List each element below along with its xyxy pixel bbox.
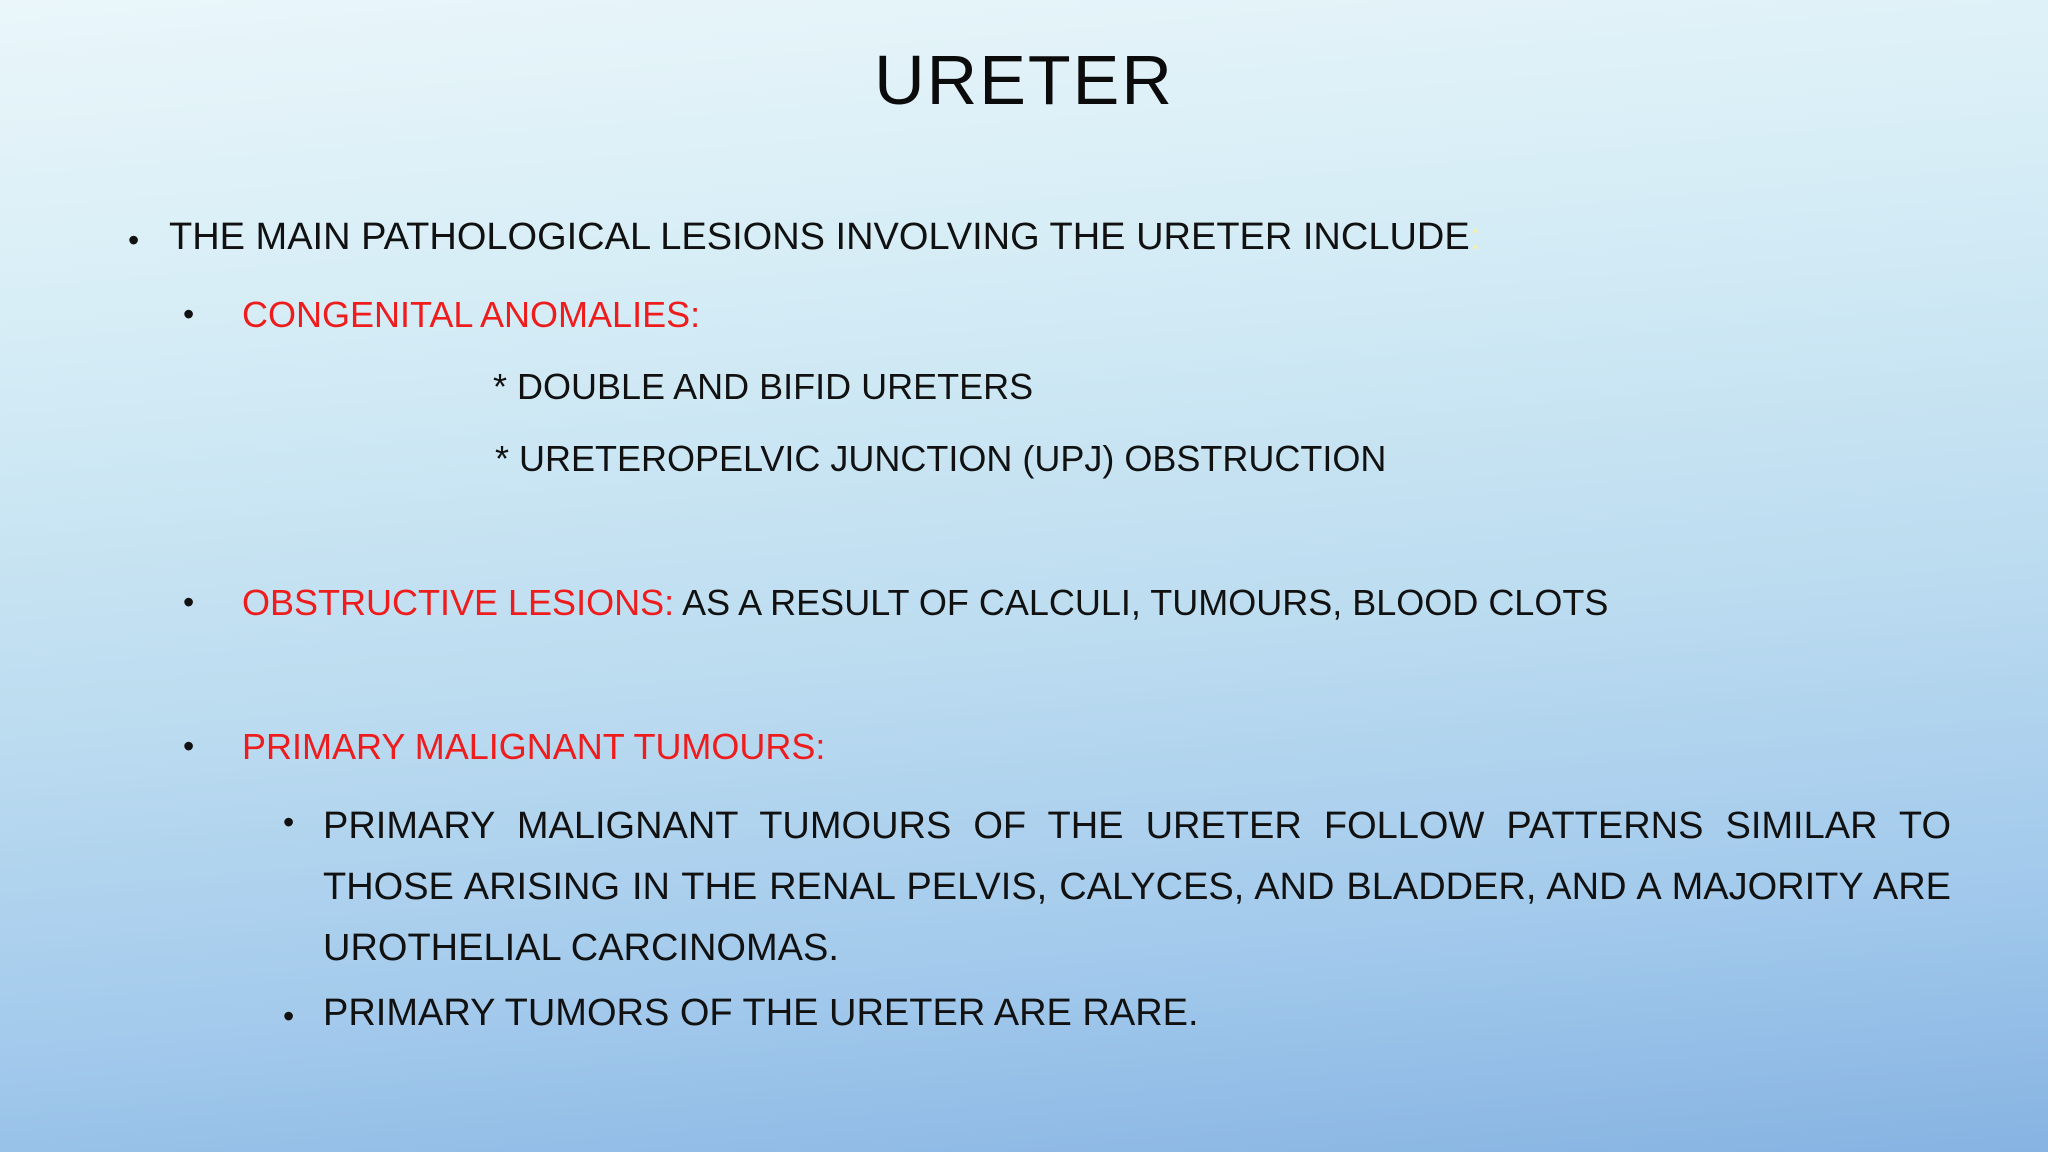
bullet-icon: • xyxy=(183,296,195,332)
congenital-item: * DOUBLE AND BIFID URETERS xyxy=(493,366,1034,407)
intro-colon: : xyxy=(1469,216,1481,258)
malignant-heading: PRIMARY MALIGNANT TUMOURS: xyxy=(242,726,826,767)
bullet-icon: • xyxy=(183,728,195,764)
obstructive-line xyxy=(242,582,1608,624)
congenital-item: * URETEROPELVIC JUNCTION (UPJ) OBSTRUCTION xyxy=(495,438,1387,479)
obstructive-heading: OBSTRUCTIVE LESIONS: xyxy=(242,582,675,623)
bullet-icon: • xyxy=(283,998,295,1034)
bullet-icon: • xyxy=(128,222,140,258)
congenital-heading: CONGENITAL ANOMALIES: xyxy=(242,294,701,335)
slide-title: URETER xyxy=(874,41,1174,119)
obstructive-text: AS A RESULT OF CALCULI, TUMOURS, BLOOD CLOTS xyxy=(674,582,1609,623)
bullet-icon: • xyxy=(283,804,295,840)
intro-line xyxy=(169,216,1480,259)
intro-text: THE MAIN PATHOLOGICAL LESIONS INVOLVING THE URETER INCLUDE xyxy=(169,216,1470,258)
malignant-point: PRIMARY MALIGNANT TUMOURS OF THE URETER FOLLOW PATTERNS SIMILAR TO THOSE ARISING IN THE RENAL PELVIS, CALYCES, AND BLADDER, AND A MAJORITY ARE UROTHELIAL CARCINOMAS. xyxy=(323,805,1951,969)
bullet-icon: • xyxy=(183,584,195,620)
malignant-point: PRIMARY TUMORS OF THE URETER ARE RARE. xyxy=(323,992,1199,1034)
